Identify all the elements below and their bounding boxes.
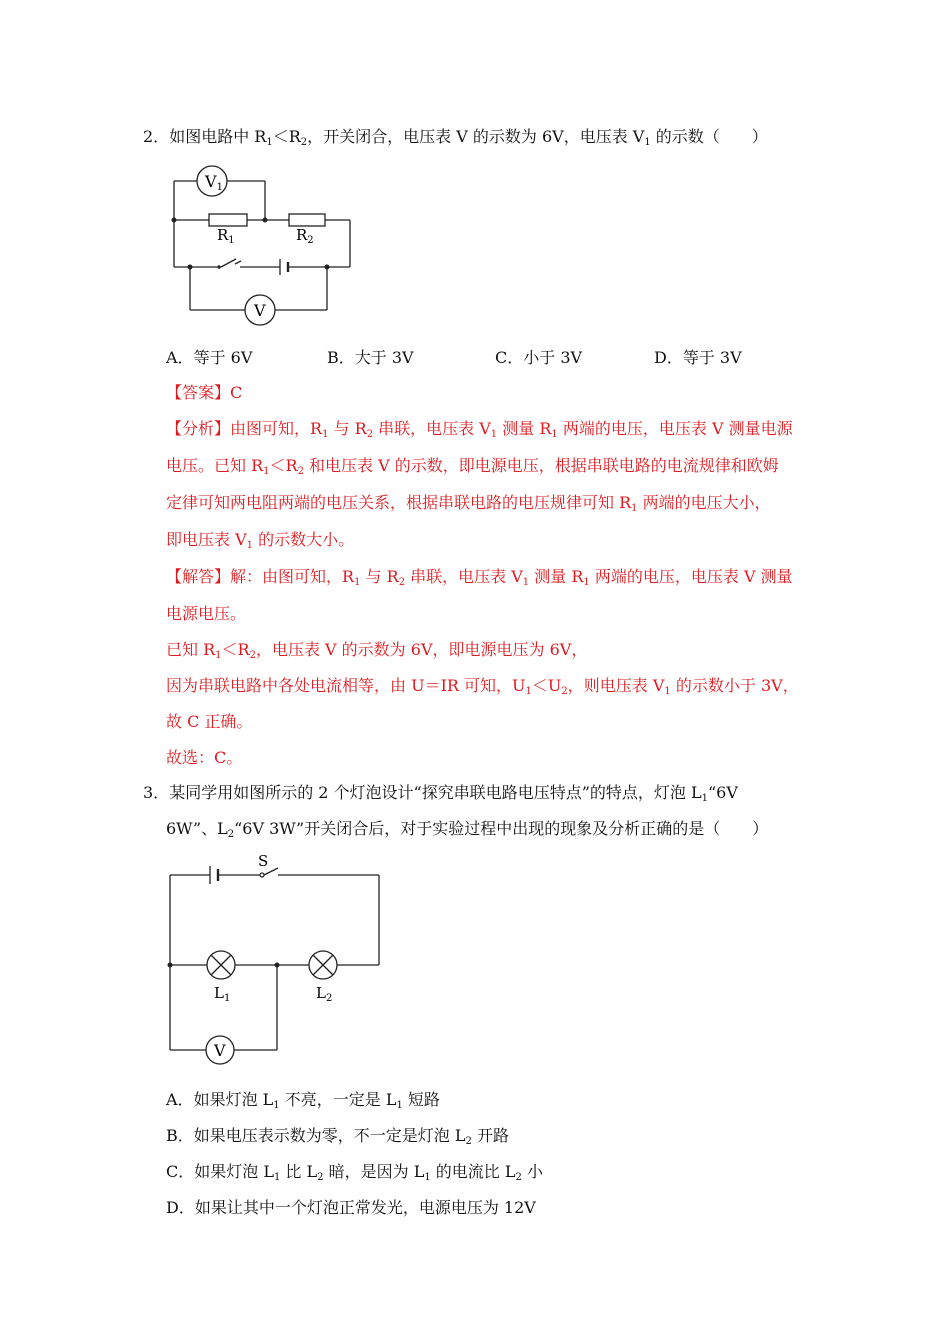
q2-solution-line-4: 因为串联电路中各处电流相等，由 U＝IR 可知，$U_1<U_2$，则电压表 $V_1$ 的示数小于 3V， (166, 676, 799, 697)
svg-text:V: V (214, 1041, 226, 1060)
battery-icon (210, 866, 218, 884)
r2-label: $R_2$ (296, 226, 314, 246)
q2-solution-line-6: 故选：C。 (166, 748, 243, 767)
q2-answer: 【答案】C (166, 383, 243, 402)
q2-analysis-line-2: 电压。已知 $R_1<R_2$ 和电压表 V 的示数，即电源电压，根据串联电路的电流规律和欧姆 (166, 456, 779, 477)
q2-solution-line-5: 故 C 正确。 (166, 712, 253, 731)
q2-analysis-line-3: 定律可知两电阻两端的电压关系，根据串联电路的电压规律可知 $R_1$ 两端的电压大小， (166, 493, 771, 514)
lamp-l2-icon (309, 951, 337, 979)
q2-circuit-diagram (160, 160, 360, 330)
q2-option-c[interactable]: C．小于 3V (495, 348, 583, 367)
q2-option-d[interactable]: D．等于 3V (654, 348, 742, 367)
q3-stem-line-2: 6W”、$L_2“6V$ 3W”开关闭合后，对于实验过程中出现的现象及分析正确的是（ ） (166, 819, 769, 840)
r1-label: $R_1$ (217, 226, 235, 246)
l1-label: $L_1$ (214, 984, 231, 1004)
switch-icon (217, 265, 221, 269)
svg-text:V1: V1 (205, 172, 223, 193)
q2-option-b[interactable]: B．大于 3V (327, 348, 414, 367)
q2-solution-line-2: 电源电压。 (166, 604, 247, 623)
q2-solution-line-3: 已知 $R_1<R_2$，电压表 V 的示数为 6V，即电源电压为 6V， (166, 640, 588, 661)
q2-solution-line-1: 【解答】解：由图可知，$R_1$ 与 $R_2$ 串联，电压表 $V_1$ 测量 $R_1$ 两端的电压，电压表 V 测量 (166, 567, 793, 588)
svg-text:V: V (254, 301, 266, 320)
q2-stem: 2．如图电路中 $R_1<R_2$，开关闭合，电压表 V 的示数为 6V，电压表 $V_1$ 的示数（ ） (143, 127, 768, 148)
q3-option-b[interactable]: B．如果电压表示数为零，不一定是灯泡 $L_2$ 开路 (166, 1126, 509, 1147)
q2-option-a[interactable]: A．等于 6V (166, 348, 253, 367)
q3-option-d[interactable]: D．如果让其中一个灯泡正常发光，电源电压为 12V (166, 1198, 536, 1217)
r2-resistor (289, 214, 325, 226)
q3-stem-line-1: 3．某同学用如图所示的 2 个灯泡设计“探究串联电路电压特点”的特点，灯泡 $L_1“6V$ (143, 783, 738, 804)
q2-analysis-line-4: 即电压表 $V_1$ 的示数大小。 (166, 530, 355, 551)
lamp-l1-icon (207, 951, 235, 979)
r1-resistor (209, 214, 247, 226)
q2-analysis-line-1: 【分析】由图可知，$R_1$ 与 $R_2$ 串联，电压表 $V_1$ 测量 $R_1$ 两端的电压，电压表 V 测量电源 (166, 419, 793, 440)
switch-icon (260, 873, 264, 877)
q3-option-c[interactable]: C．如果灯泡 $L_1$ 比 $L_2$ 暗，是因为 $L_1$ 的电流比 $L_2$ 小 (166, 1162, 543, 1183)
l2-label: $L_2$ (316, 984, 333, 1004)
q3-option-a[interactable]: A．如果灯泡 $L_1$ 不亮，一定是 $L_1$ 短路 (166, 1090, 440, 1111)
switch-label: S (258, 852, 269, 870)
battery-icon (280, 259, 288, 275)
q3-circuit-diagram (160, 848, 390, 1068)
